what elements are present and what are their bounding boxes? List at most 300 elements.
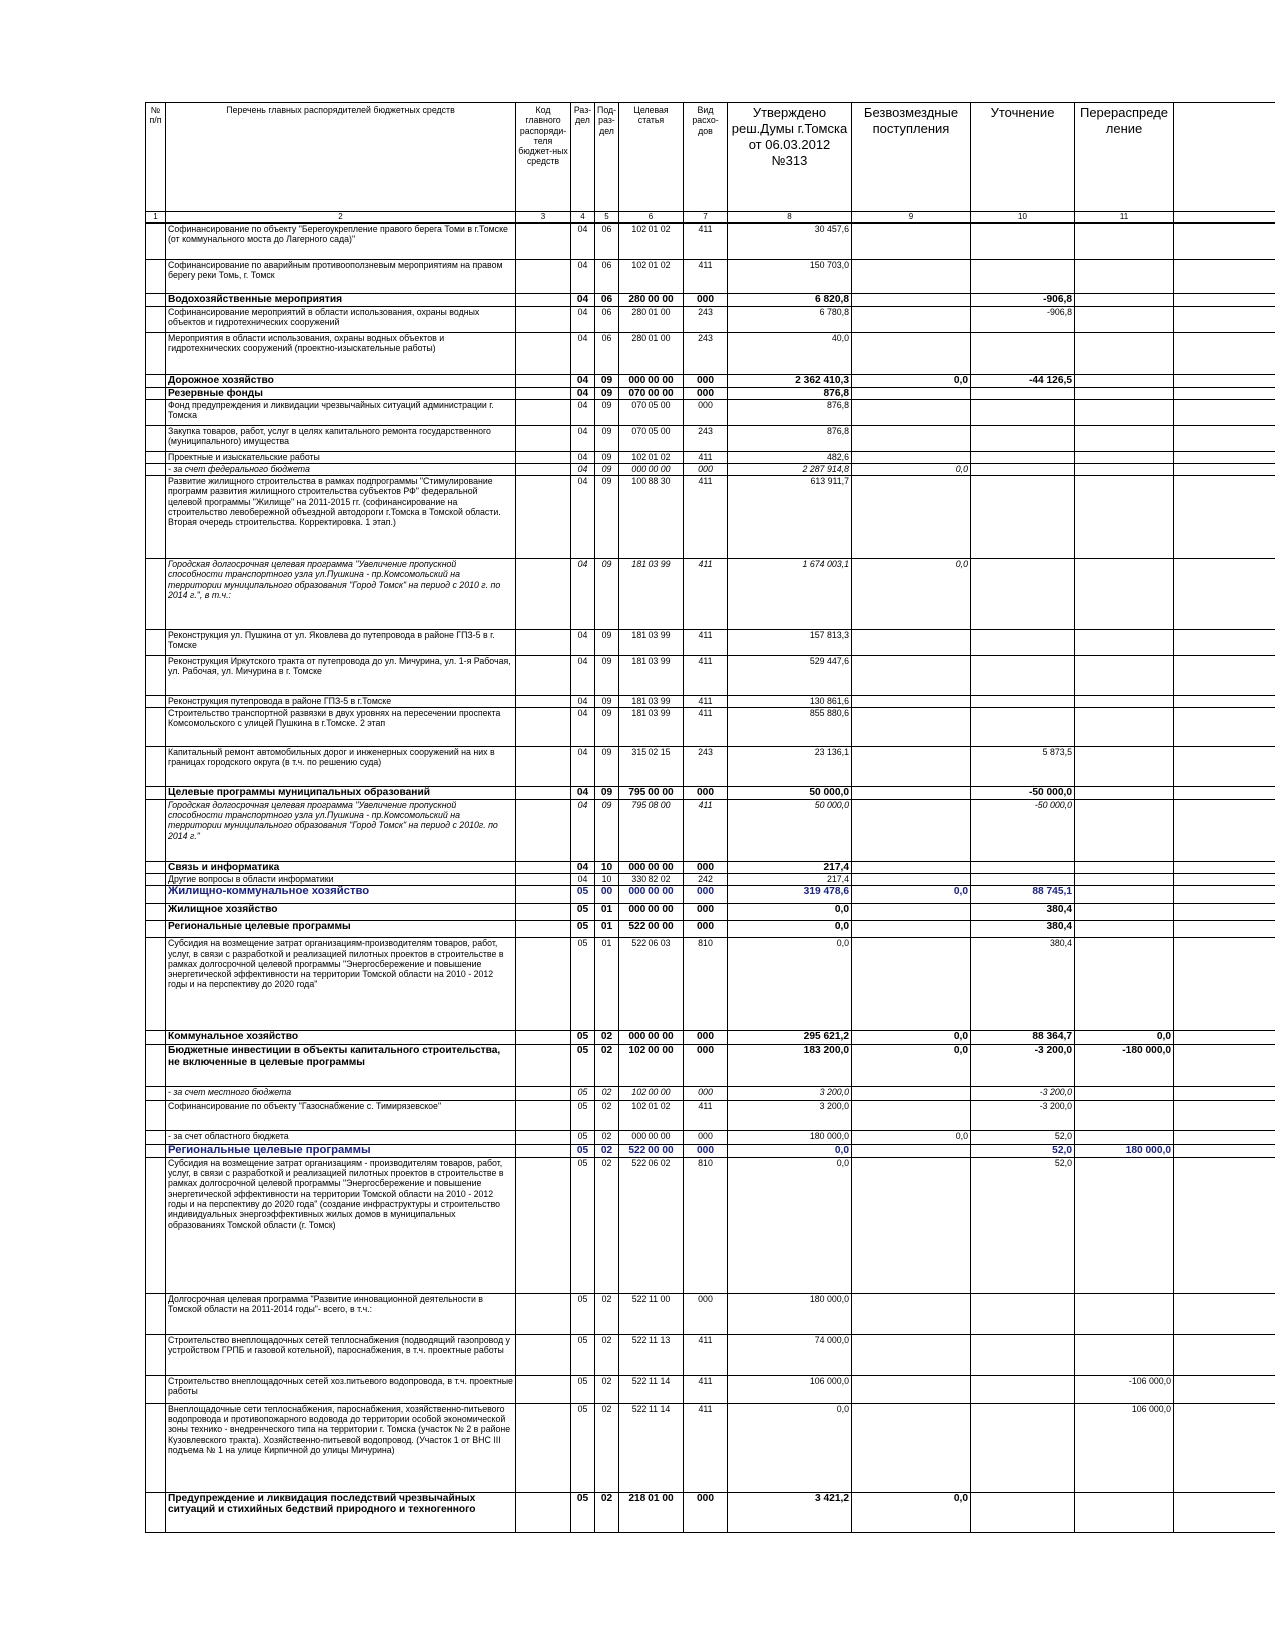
- colnum: 2: [166, 212, 516, 224]
- cell-bezv: 0,0: [852, 1031, 971, 1045]
- cell-bezv: 0,0: [852, 559, 971, 630]
- table-row: [146, 1131, 1275, 1145]
- cell-razdel: 05: [571, 1045, 595, 1087]
- cell-utoch: -3 200,0: [971, 1101, 1075, 1131]
- cell-utoch: 380,4: [971, 921, 1075, 938]
- cell-razdel: 04: [571, 223, 595, 259]
- cell-bezv: [852, 921, 971, 938]
- cell-pereras: [1075, 476, 1174, 559]
- cell-razdel: 05: [571, 1145, 595, 1158]
- cell-n: [146, 1031, 166, 1045]
- cell-pereras: [1075, 259, 1174, 293]
- table-row: [146, 400, 1275, 426]
- cell-podrazdel: 09: [595, 630, 619, 656]
- cell-extra: [1174, 452, 1275, 464]
- cell-cs: 522 11 00: [619, 1293, 684, 1334]
- cell-utoch: [971, 559, 1075, 630]
- cell-n: [146, 904, 166, 921]
- cell-cs: 102 01 02: [619, 223, 684, 259]
- cell-pereras: [1075, 1334, 1174, 1375]
- cell-podrazdel: 06: [595, 223, 619, 259]
- cell-bezv: [852, 223, 971, 259]
- cell-code: [516, 426, 571, 452]
- cell-n: [146, 630, 166, 656]
- cell-vr: 000: [684, 293, 728, 306]
- table-row: [146, 306, 1275, 332]
- cell-vr: 411: [684, 1101, 728, 1131]
- table-row: [146, 921, 1275, 938]
- table-row: [146, 1087, 1275, 1101]
- cell-code: [516, 938, 571, 1031]
- cell-extra: [1174, 1101, 1275, 1131]
- cell-n: [146, 452, 166, 464]
- cell-code: [516, 696, 571, 708]
- cell-utoch: [971, 426, 1075, 452]
- cell-extra: [1174, 696, 1275, 708]
- cell-cs: 000 00 00: [619, 464, 684, 476]
- cell-utoch: [971, 1403, 1075, 1492]
- cell-approved: 150 703,0: [728, 259, 852, 293]
- cell-code: [516, 747, 571, 787]
- cell-utoch: [971, 400, 1075, 426]
- cell-n: [146, 656, 166, 696]
- cell-extra: [1174, 1145, 1275, 1158]
- cell-podrazdel: 00: [595, 886, 619, 904]
- cell-extra: [1174, 476, 1275, 559]
- cell-razdel: 05: [571, 1101, 595, 1131]
- table-row: [146, 452, 1275, 464]
- cell-n: [146, 874, 166, 886]
- cell-utoch: 380,4: [971, 904, 1075, 921]
- cell-n: [146, 559, 166, 630]
- cell-approved: 2 287 914,8: [728, 464, 852, 476]
- cell-podrazdel: 09: [595, 387, 619, 400]
- cell-extra: [1174, 904, 1275, 921]
- cell-extra: [1174, 921, 1275, 938]
- cell-name: Долгосрочная целевая программа "Развитие инновационной деятельности в Томской области на 2011-2014 годы"- всего, в т.ч.:: [166, 1293, 516, 1334]
- cell-bezv: [852, 630, 971, 656]
- cell-approved: 50 000,0: [728, 799, 852, 861]
- colnum: 6: [619, 212, 684, 224]
- cell-code: [516, 921, 571, 938]
- table-row: [146, 787, 1275, 800]
- cell-extra: [1174, 1131, 1275, 1145]
- cell-code: [516, 630, 571, 656]
- cell-utoch: -44 126,5: [971, 374, 1075, 387]
- cell-pereras: [1075, 464, 1174, 476]
- cell-podrazdel: 09: [595, 374, 619, 387]
- cell-razdel: 05: [571, 1375, 595, 1403]
- cell-razdel: 04: [571, 332, 595, 374]
- cell-vr: 000: [684, 1087, 728, 1101]
- cell-vr: 411: [684, 559, 728, 630]
- cell-name: Резервные фонды: [166, 387, 516, 400]
- cell-extra: [1174, 630, 1275, 656]
- cell-bezv: 0,0: [852, 374, 971, 387]
- cell-cs: 280 01 00: [619, 306, 684, 332]
- cell-razdel: 05: [571, 938, 595, 1031]
- cell-podrazdel: 09: [595, 426, 619, 452]
- table-row: [146, 464, 1275, 476]
- cell-n: [146, 747, 166, 787]
- cell-code: [516, 223, 571, 259]
- cell-code: [516, 1334, 571, 1375]
- cell-bezv: [852, 332, 971, 374]
- cell-approved: 0,0: [728, 921, 852, 938]
- cell-extra: [1174, 886, 1275, 904]
- cell-approved: 876,8: [728, 400, 852, 426]
- cell-podrazdel: 02: [595, 1031, 619, 1045]
- cell-approved: 295 621,2: [728, 1031, 852, 1045]
- cell-bezv: [852, 1101, 971, 1131]
- cell-bezv: [852, 1157, 971, 1293]
- table-row: [146, 1293, 1275, 1334]
- cell-name: Предупреждение и ликвидация последствий чрезвычайных ситуаций и стихийных бедствий природного и техногенного: [166, 1492, 516, 1532]
- cell-name: Реконструкция путепровода в районе ГПЗ-5 в г.Томске: [166, 696, 516, 708]
- header-utoch: Уточнение: [971, 103, 1075, 212]
- cell-vr: 000: [684, 1145, 728, 1158]
- cell-approved: 3 421,2: [728, 1492, 852, 1532]
- cell-pereras: [1075, 1293, 1174, 1334]
- cell-name: Реконструкция Иркутского тракта от путепровода до ул. Мичурина, ул. 1-я Рабочая, ул. Рабочая, ул. Мичурина в г. Томске: [166, 656, 516, 696]
- table-row: [146, 904, 1275, 921]
- cell-name: Софинансирование мероприятий в области использования, охраны водных объектов и гидротехнических сооружений: [166, 306, 516, 332]
- cell-razdel: 04: [571, 630, 595, 656]
- cell-podrazdel: 02: [595, 1145, 619, 1158]
- cell-vr: 243: [684, 426, 728, 452]
- header-name: Перечень главных распорядителей бюджетных средств: [166, 103, 516, 212]
- cell-razdel: 05: [571, 1293, 595, 1334]
- cell-cs: 522 00 00: [619, 921, 684, 938]
- cell-utoch: 88 745,1: [971, 886, 1075, 904]
- cell-code: [516, 1492, 571, 1532]
- cell-utoch: [971, 464, 1075, 476]
- cell-code: [516, 464, 571, 476]
- cell-cs: 522 11 14: [619, 1403, 684, 1492]
- cell-code: [516, 787, 571, 800]
- cell-extra: [1174, 1375, 1275, 1403]
- cell-vr: 411: [684, 223, 728, 259]
- table-row: [146, 1334, 1275, 1375]
- cell-pereras: [1075, 1101, 1174, 1131]
- header-pereras: Перераспреде ление: [1075, 103, 1174, 212]
- cell-podrazdel: 10: [595, 861, 619, 874]
- cell-name: Проектные и изыскательские работы: [166, 452, 516, 464]
- cell-vr: 810: [684, 1157, 728, 1293]
- cell-utoch: [971, 708, 1075, 747]
- cell-cs: 280 01 00: [619, 332, 684, 374]
- cell-pereras: [1075, 799, 1174, 861]
- cell-pereras: 180 000,0: [1075, 1145, 1174, 1158]
- cell-extra: [1174, 293, 1275, 306]
- cell-vr: 411: [684, 1375, 728, 1403]
- cell-razdel: 04: [571, 787, 595, 800]
- cell-approved: 130 861,6: [728, 696, 852, 708]
- header-row: [146, 103, 1275, 212]
- cell-name: Коммунальное хозяйство: [166, 1031, 516, 1045]
- cell-pereras: [1075, 747, 1174, 787]
- cell-name: - за счет федерального бюджета: [166, 464, 516, 476]
- cell-pereras: [1075, 904, 1174, 921]
- table-row: [146, 861, 1275, 874]
- cell-pereras: [1075, 1087, 1174, 1101]
- cell-cs: 181 03 99: [619, 696, 684, 708]
- cell-bezv: 0,0: [852, 1131, 971, 1145]
- cell-code: [516, 874, 571, 886]
- cell-approved: 183 200,0: [728, 1045, 852, 1087]
- cell-podrazdel: 01: [595, 938, 619, 1031]
- cell-n: [146, 1375, 166, 1403]
- cell-pereras: [1075, 861, 1174, 874]
- cell-podrazdel: 09: [595, 799, 619, 861]
- cell-podrazdel: 02: [595, 1101, 619, 1131]
- cell-bezv: [852, 1087, 971, 1101]
- cell-extra: [1174, 1087, 1275, 1101]
- cell-cs: 000 00 00: [619, 886, 684, 904]
- cell-utoch: [971, 630, 1075, 656]
- cell-n: [146, 426, 166, 452]
- cell-bezv: 0,0: [852, 1492, 971, 1532]
- cell-podrazdel: 02: [595, 1293, 619, 1334]
- cell-extra: [1174, 708, 1275, 747]
- cell-approved: 0,0: [728, 1145, 852, 1158]
- cell-bezv: 0,0: [852, 1045, 971, 1087]
- cell-n: [146, 799, 166, 861]
- colnum-extra: [1174, 212, 1275, 224]
- cell-cs: 070 05 00: [619, 400, 684, 426]
- cell-razdel: 04: [571, 559, 595, 630]
- cell-bezv: [852, 861, 971, 874]
- cell-cs: 000 00 00: [619, 1031, 684, 1045]
- cell-vr: 000: [684, 374, 728, 387]
- table-row: [146, 1031, 1275, 1045]
- cell-bezv: [852, 938, 971, 1031]
- cell-utoch: 52,0: [971, 1145, 1075, 1158]
- cell-utoch: 380,4: [971, 938, 1075, 1031]
- cell-razdel: 04: [571, 464, 595, 476]
- header-cs: Целевая статья: [619, 103, 684, 212]
- cell-podrazdel: 06: [595, 259, 619, 293]
- cell-name: Строительство транспортной развязки в двух уровнях на пересечении проспекта Комсомольского с улицей Пушкина в г.Томске. 2 этап: [166, 708, 516, 747]
- cell-podrazdel: 01: [595, 921, 619, 938]
- cell-podrazdel: 09: [595, 747, 619, 787]
- cell-pereras: [1075, 387, 1174, 400]
- cell-razdel: 04: [571, 656, 595, 696]
- cell-utoch: [971, 476, 1075, 559]
- cell-code: [516, 259, 571, 293]
- table-row: [146, 387, 1275, 400]
- cell-approved: 613 911,7: [728, 476, 852, 559]
- cell-bezv: [852, 747, 971, 787]
- cell-pereras: -180 000,0: [1075, 1045, 1174, 1087]
- table-row: [146, 1157, 1275, 1293]
- cell-vr: 000: [684, 1131, 728, 1145]
- cell-razdel: 04: [571, 400, 595, 426]
- cell-pereras: [1075, 656, 1174, 696]
- cell-razdel: 05: [571, 886, 595, 904]
- cell-bezv: [852, 293, 971, 306]
- cell-name: Закупка товаров, работ, услуг в целях капитального ремонта государственного (муниципального) имущества: [166, 426, 516, 452]
- cell-razdel: 05: [571, 1087, 595, 1101]
- cell-extra: [1174, 374, 1275, 387]
- cell-utoch: -906,8: [971, 293, 1075, 306]
- cell-podrazdel: 09: [595, 400, 619, 426]
- cell-vr: 411: [684, 630, 728, 656]
- cell-podrazdel: 06: [595, 306, 619, 332]
- cell-approved: 482,6: [728, 452, 852, 464]
- cell-bezv: [852, 476, 971, 559]
- cell-utoch: [971, 452, 1075, 464]
- cell-pereras: [1075, 559, 1174, 630]
- cell-extra: [1174, 861, 1275, 874]
- cell-cs: 330 82 02: [619, 874, 684, 886]
- cell-bezv: 0,0: [852, 886, 971, 904]
- table-row: [146, 1403, 1275, 1492]
- cell-extra: [1174, 332, 1275, 374]
- header-extra: [1174, 103, 1275, 212]
- cell-approved: 106 000,0: [728, 1375, 852, 1403]
- cell-n: [146, 374, 166, 387]
- cell-code: [516, 476, 571, 559]
- cell-n: [146, 861, 166, 874]
- cell-podrazdel: 09: [595, 476, 619, 559]
- cell-n: [146, 1087, 166, 1101]
- cell-podrazdel: 02: [595, 1045, 619, 1087]
- cell-name: Региональные целевые программы: [166, 921, 516, 938]
- cell-code: [516, 1131, 571, 1145]
- cell-n: [146, 1157, 166, 1293]
- cell-approved: 0,0: [728, 1403, 852, 1492]
- cell-cs: 000 00 00: [619, 861, 684, 874]
- cell-bezv: [852, 904, 971, 921]
- cell-podrazdel: 02: [595, 1492, 619, 1532]
- cell-pereras: -106 000,0: [1075, 1375, 1174, 1403]
- cell-utoch: -906,8: [971, 306, 1075, 332]
- cell-name: Софинансирование по объекту "Газоснабжение с. Тимирязевское": [166, 1101, 516, 1131]
- cell-approved: 23 136,1: [728, 747, 852, 787]
- header-razdel: Раз-дел: [571, 103, 595, 212]
- table-row: [146, 874, 1275, 886]
- cell-name: Городская долгосрочная целевая программа "Увеличение пропускной способности транспортного узла ул.Пушкина - пр.Комсомольский на территории муниципального образования "Город Томск" на период с 2010г. по 2014 г.": [166, 799, 516, 861]
- cell-utoch: [971, 696, 1075, 708]
- cell-utoch: [971, 1375, 1075, 1403]
- cell-name: Другие вопросы в области информатики: [166, 874, 516, 886]
- header-n: № п/п: [146, 103, 166, 212]
- cell-name: Водохозяйственные мероприятия: [166, 293, 516, 306]
- cell-code: [516, 656, 571, 696]
- cell-cs: 102 00 00: [619, 1045, 684, 1087]
- cell-n: [146, 387, 166, 400]
- cell-name: Жилищное хозяйство: [166, 904, 516, 921]
- cell-bezv: [852, 787, 971, 800]
- cell-approved: 3 200,0: [728, 1101, 852, 1131]
- cell-approved: 0,0: [728, 1157, 852, 1293]
- colnum: 7: [684, 212, 728, 224]
- cell-vr: 000: [684, 861, 728, 874]
- cell-razdel: 05: [571, 904, 595, 921]
- cell-cs: 218 01 00: [619, 1492, 684, 1532]
- cell-utoch: [971, 259, 1075, 293]
- cell-razdel: 05: [571, 1031, 595, 1045]
- cell-pereras: 106 000,0: [1075, 1403, 1174, 1492]
- table-row: [146, 747, 1275, 787]
- cell-cs: 102 01 02: [619, 259, 684, 293]
- colnum: 8: [728, 212, 852, 224]
- cell-n: [146, 1334, 166, 1375]
- cell-extra: [1174, 1403, 1275, 1492]
- cell-utoch: [971, 223, 1075, 259]
- cell-cs: 522 06 03: [619, 938, 684, 1031]
- cell-vr: 411: [684, 476, 728, 559]
- cell-podrazdel: 09: [595, 787, 619, 800]
- cell-vr: 000: [684, 387, 728, 400]
- cell-approved: 855 880,6: [728, 708, 852, 747]
- budget-table: [145, 102, 1275, 1533]
- cell-cs: 102 01 02: [619, 1101, 684, 1131]
- cell-approved: 30 457,6: [728, 223, 852, 259]
- cell-cs: 522 11 14: [619, 1375, 684, 1403]
- cell-bezv: [852, 708, 971, 747]
- header-approved: Утверждено реш.Думы г.Томска от 06.03.2012 №313: [728, 103, 852, 212]
- cell-bezv: [852, 874, 971, 886]
- cell-code: [516, 452, 571, 464]
- cell-code: [516, 799, 571, 861]
- cell-cs: 181 03 99: [619, 630, 684, 656]
- cell-cs: 070 05 00: [619, 426, 684, 452]
- cell-name: Городская долгосрочная целевая программа "Увеличение пропускной способности транспортного узла ул.Пушкина - пр.Комсомольский на территории муниципального образования "Город Томск" на период с 2010 г. по 2014 г.", в т.ч.:: [166, 559, 516, 630]
- cell-podrazdel: 09: [595, 559, 619, 630]
- cell-utoch: -50 000,0: [971, 799, 1075, 861]
- cell-extra: [1174, 1492, 1275, 1532]
- cell-n: [146, 787, 166, 800]
- cell-utoch: 88 364,7: [971, 1031, 1075, 1045]
- cell-razdel: 04: [571, 799, 595, 861]
- cell-code: [516, 1157, 571, 1293]
- cell-vr: 243: [684, 747, 728, 787]
- cell-utoch: 52,0: [971, 1157, 1075, 1293]
- cell-name: Субсидия на возмещение затрат организациям - производителям товаров, работ, услуг, в связи с разработкой и реализацией пилотных проектов в строительстве в рамках долгосрочной целевой программы "Энергосбережение и повышение энергетической эффективности на территории Томской области на 2010 - 2012 годы и на перспективу до 2020 года" (создание инфраструктуры и строительство индивидуальных энергоэффективных жилых домов в муниципальных образованиях Томской области (г. Томск): [166, 1157, 516, 1293]
- cell-podrazdel: 02: [595, 1403, 619, 1492]
- colnum: 10: [971, 212, 1075, 224]
- cell-bezv: [852, 1145, 971, 1158]
- cell-n: [146, 708, 166, 747]
- cell-podrazdel: 09: [595, 464, 619, 476]
- cell-podrazdel: 09: [595, 656, 619, 696]
- cell-bezv: [852, 799, 971, 861]
- cell-n: [146, 464, 166, 476]
- cell-n: [146, 1045, 166, 1087]
- cell-pereras: [1075, 306, 1174, 332]
- cell-utoch: [971, 861, 1075, 874]
- cell-razdel: 04: [571, 452, 595, 464]
- cell-cs: 102 00 00: [619, 1087, 684, 1101]
- cell-name: Софинансирование по объекту "Берегоукрепление правого берега Томи в г.Томске (от коммунального моста до Лагерного сада)": [166, 223, 516, 259]
- cell-approved: 40,0: [728, 332, 852, 374]
- cell-podrazdel: 09: [595, 452, 619, 464]
- cell-cs: 522 00 00: [619, 1145, 684, 1158]
- cell-pereras: [1075, 452, 1174, 464]
- cell-n: [146, 476, 166, 559]
- header-code: Код главного распоряди-теля бюджет-ных средств: [516, 103, 571, 212]
- cell-podrazdel: 10: [595, 874, 619, 886]
- cell-approved: 3 200,0: [728, 1087, 852, 1101]
- table-row: [146, 476, 1275, 559]
- cell-bezv: [852, 1293, 971, 1334]
- cell-cs: 280 00 00: [619, 293, 684, 306]
- cell-name: Региональные целевые программы: [166, 1145, 516, 1158]
- cell-approved: 217,4: [728, 861, 852, 874]
- cell-vr: 000: [684, 464, 728, 476]
